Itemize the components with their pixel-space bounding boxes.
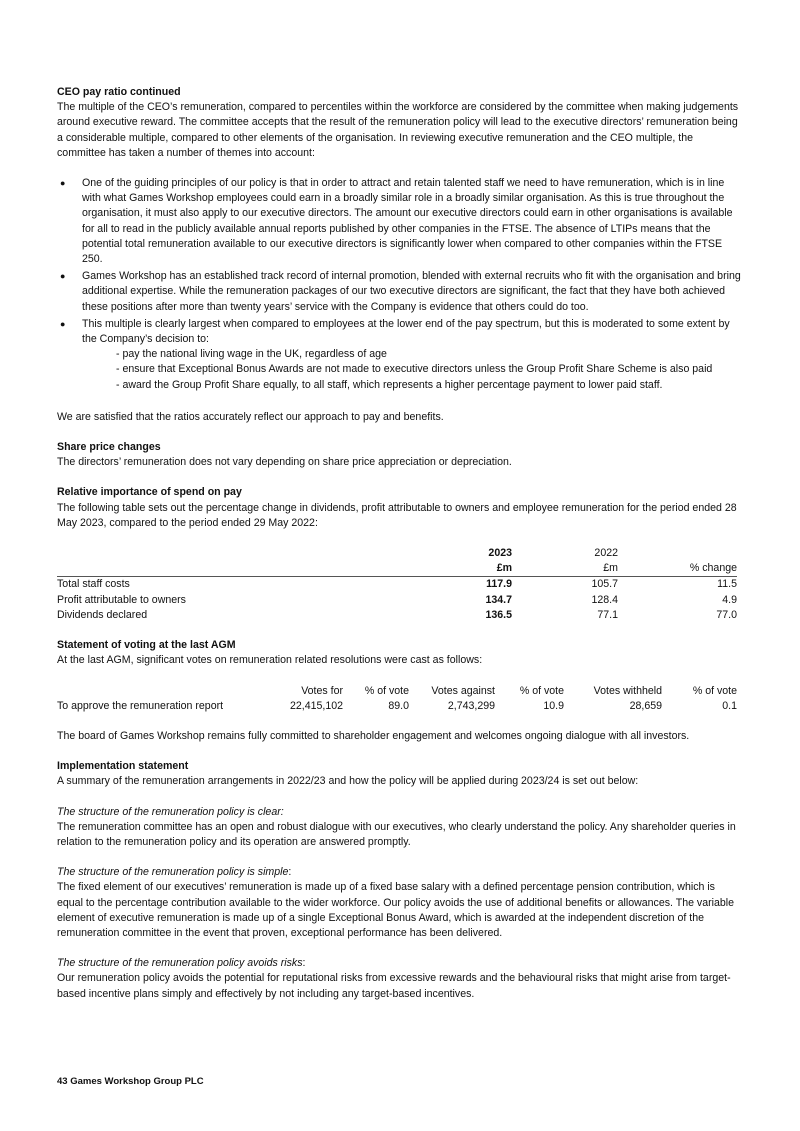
row-label: To approve the remuneration report	[57, 699, 224, 712]
report-page	[57, 85, 743, 1002]
voting-table	[57, 684, 737, 714]
votes-for: 22,415,102	[289, 699, 343, 712]
header-pct-against: % of vote	[519, 684, 564, 697]
page-footer: 43 Games Workshop Group PLC	[57, 1076, 204, 1087]
row-label: Dividends declared	[57, 608, 148, 621]
votes-against: 2,743,299	[447, 699, 495, 712]
section-title: The structure of the remuneration policy is clear:	[57, 805, 284, 818]
list-item: ● Games Workshop has an established track record of internal promotion, blended with external recruits who fit with the organisation and bring additional expertise. While the remuneration packages of our two executive directors are significant, the fact that they have both achieved these positions after more than twenty years’ service with the Company is evidence that others could do too.	[60, 270, 741, 313]
value-2022: 77.1	[597, 608, 618, 621]
value-change: 4.9	[722, 593, 737, 606]
sub-item: - pay the national living wage in the UK, regardless of age	[116, 348, 387, 361]
col-change: % change	[618, 561, 737, 577]
header-votes-withheld: Votes withheld	[593, 684, 662, 697]
table-row	[57, 608, 737, 623]
spend-heading: Relative importance of spend on pay	[57, 486, 242, 499]
voting-heading: Statement of voting at the last AGM	[57, 639, 236, 652]
value-2023: 134.7	[485, 593, 512, 606]
header-votes-for: Votes for	[301, 684, 343, 697]
ceo-closing: We are satisfied that the ratios accurately reflect our approach to pay and benefits.	[57, 410, 444, 423]
sub-item: - ensure that Exceptional Bonus Awards are not made to executive directors unless the Group Profit Share Scheme is also paid	[116, 363, 713, 376]
list-item: ● This multiple is clearly largest when compared to employees at the lower end of the pay spectrum, but this is moderated to some extent by the Company’s decision to: - pay the national living wage in the UK, regardless of age - ensure that Exceptional Bonus Awards are not made to executive directors unless the Group Profit Share Scheme is also paid - award the Group Profit Share equally, to all staff, which represents a higher percentage payment to lower paid staff.	[57, 317, 743, 393]
unit-2023: £m	[455, 561, 512, 577]
bullet-icon: ●	[60, 271, 66, 282]
ceo-bullet-list	[57, 176, 743, 393]
pct-for: 89.0	[388, 699, 409, 712]
voting-text: At the last AGM, significant votes on remuneration related resolutions were cast as follows:	[57, 654, 483, 667]
votes-withheld: 28,659	[629, 699, 662, 712]
pct-withheld: 0.1	[722, 699, 737, 712]
value-change: 77.0	[716, 608, 737, 621]
value-2023: 117.9	[486, 578, 512, 591]
list-item: ● One of the guiding principles of our policy is that in order to attract and retain talented staff we need to have remuneration, which is in line with what Games Workshop employees could earn in a broadly similar role in a broadly similar organisation. As this is true throughout the organisation, it must also apply to our executive directors. The amount our executive directors could earn in other organisations is available for all to read in the publicly available annual reports published by other companies in the FTSE. The absence of LTIPs means that the potential total remuneration available to our executive directors is significantly lower when compared to other companies within the FTSE 250.	[60, 177, 733, 266]
implementation-text: A summary of the remuneration arrangements in 2022/23 and how the policy will be applied during 2023/24 is set out below:	[57, 775, 639, 788]
unit-2022: £m	[512, 561, 618, 577]
ceo-heading: CEO pay ratio continued	[57, 86, 181, 98]
header-votes-against: Votes against	[431, 684, 495, 697]
section-body: The remuneration committee has an open and robust dialogue with our executives, who clearly understand the policy. Any shareholder queries in relation to the remuneration policy and its operation are answered promptly.	[57, 820, 736, 848]
row-label: Total staff costs	[57, 578, 130, 591]
value-change: 11.5	[717, 578, 737, 591]
bullet-icon: ●	[60, 318, 66, 329]
section-title: The structure of the remuneration policy is simple:	[57, 866, 292, 879]
col-2022: 2022	[594, 547, 618, 560]
table-row	[57, 593, 737, 608]
ceo-intro: The multiple of the CEO’s remuneration, compared to percentiles within the workforce are considered by the committee when making judgements around executive reward. The committee accepts that the result of the remuneration policy will lead to the executive directors’ remuneration being a considerable multiple, compared to other elements of the organisation. In reviewing executive remuneration and the CEO multiple, the committee has taken a number of themes into account:	[57, 101, 739, 159]
share-price-text: The directors’ remuneration does not vary depending on share price appreciation or depreciation.	[57, 456, 512, 469]
spend-text: The following table sets out the percentage change in dividends, profit attributable to owners and employee remuneration for the period ended 28 May 2023, compared to the period ended 29 May 2022:	[57, 501, 737, 529]
pct-against: 10.9	[543, 699, 564, 712]
value-2023: 136.5	[485, 608, 512, 621]
table-row	[57, 699, 737, 714]
bullet-icon: ●	[60, 178, 66, 189]
header-pct-withheld: % of vote	[692, 684, 737, 697]
section-title: The structure of the remuneration policy avoids risks:	[57, 957, 306, 970]
value-2022: 105.7	[591, 578, 618, 591]
col-2023: 2023	[488, 547, 512, 560]
share-price-heading: Share price changes	[57, 441, 161, 454]
header-pct-for: % of vote	[364, 684, 409, 697]
section-body: The fixed element of our executives’ remuneration is made up of a fixed base salary with a defined percentage pension contribution, which is equal to the percentage contribution available to the wider workforce. Our policy avoids the use of additional benefits or allowances. The variable element of executive remuneration is made up of a single Exceptional Bonus Award, which is awarded at the independent discretion of the remuneration committee in the event that proven, exceptional performance has been delivered.	[57, 881, 735, 939]
table-row	[57, 577, 737, 593]
voting-closing: The board of Games Workshop remains fully committed to shareholder engagement and welcomes ongoing dialogue with all investors.	[57, 729, 690, 742]
table-header-row	[57, 684, 737, 699]
table-header-row	[57, 546, 737, 561]
table-header-row	[57, 561, 737, 577]
value-2022: 128.4	[591, 593, 618, 606]
row-label: Profit attributable to owners	[57, 593, 186, 606]
implementation-heading: Implementation statement	[57, 760, 189, 773]
spend-table	[57, 546, 737, 623]
sub-item: - award the Group Profit Share equally, to all staff, which represents a higher percentage payment to lower paid staff.	[116, 378, 663, 391]
section-body: Our remuneration policy avoids the potential for reputational risks from excessive rewards and the behavioural risks that might arise from target-based incentive plans simply and effectively by not including any target-based incentives.	[57, 972, 731, 1000]
